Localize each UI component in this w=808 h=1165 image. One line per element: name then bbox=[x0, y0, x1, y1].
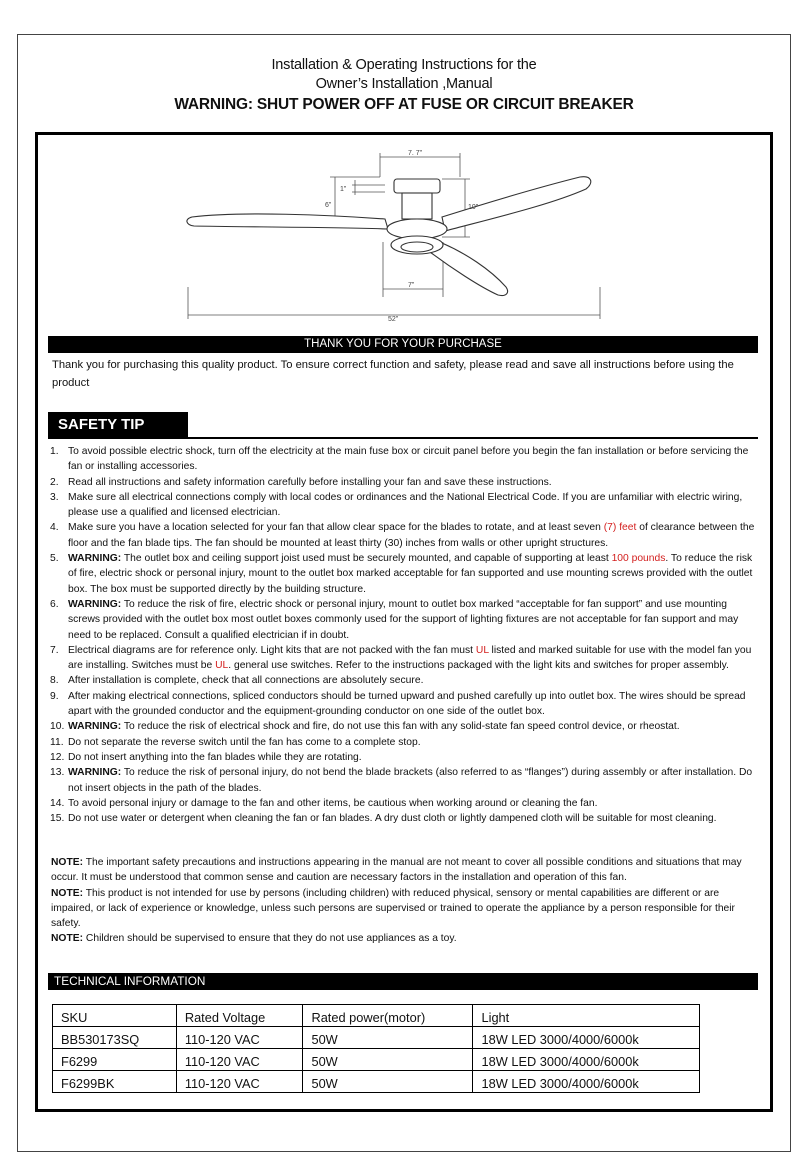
list-item: 2. Read all instructions and safety information carefully before installing your fan and save these instructions. bbox=[50, 476, 552, 488]
table-cell: 18W LED 3000/4000/6000k bbox=[473, 1049, 700, 1071]
table-cell: 18W LED 3000/4000/6000k bbox=[473, 1071, 700, 1093]
safety-divider bbox=[48, 437, 758, 439]
table-header-cell: Light bbox=[473, 1005, 700, 1027]
dim-label-10: 10” bbox=[468, 204, 479, 211]
dim-label-top: 7. 7” bbox=[408, 150, 423, 157]
table-header-row bbox=[53, 1005, 700, 1027]
thank-you-header: THANK YOU FOR YOUR PURCHASE bbox=[48, 336, 758, 353]
header-title-line1: Installation & Operating Instructions for the bbox=[271, 57, 537, 73]
fan-blade-left bbox=[187, 214, 388, 229]
table-cell: 50W bbox=[303, 1049, 473, 1071]
list-item: 9. After making electrical connections, spliced conductors should be turned upward and pushed carefully up into outlet box. The wires should be spread apart with the grounded conductor and the equipment-grounding conductor on one side of the outlet box. bbox=[50, 690, 746, 718]
fan-blade-right bbox=[442, 177, 591, 231]
table-header-cell: Rated power(motor) bbox=[303, 1005, 473, 1027]
table-cell: 110-120 VAC bbox=[176, 1049, 303, 1071]
list-item: 15. Do not use water or detergent when cleaning the fan or fan blades. A dry dust cloth or lightly dampened cloth will be suitable for most cleaning. bbox=[50, 813, 717, 825]
table-cell: 18W LED 3000/4000/6000k bbox=[473, 1027, 700, 1049]
table-row bbox=[53, 1049, 700, 1071]
list-item: 3. Make sure all electrical connections comply with local codes or ordinances and the National Electrical Code. If you are unfamiliar with electric wiring, please use a qualified and licensed electrician. bbox=[50, 491, 743, 519]
fan-canopy bbox=[394, 179, 440, 193]
note: NOTE: The important safety precautions and instructions appearing in the manual are not meant to cover all possible conditions and situations that may occur. It must be understood that common sense and caution are necessary factors in the installation and operation of this fan. bbox=[51, 857, 742, 884]
list-item: 6. WARNING: To reduce the risk of fire, electric shock or personal injury, mount to outlet box marked “acceptable for fan support” and use mounting screws provided with the outlet box most outlet boxes commonly used for the support of lighting fixtures are not acceptable for fan support and may need to be replaced. Consult a qualified electrician if in doubt. bbox=[50, 598, 739, 641]
list-item: 13. WARNING: To reduce the risk of personal injury, do not bend the blade brackets (also referred to as “flanges”) during assembly or after installation. Do not insert objects in the path of the blades. bbox=[50, 767, 753, 794]
dim-label-52: 52” bbox=[388, 316, 399, 322]
table-cell: 110-120 VAC bbox=[176, 1027, 303, 1049]
dim-label-1: 1” bbox=[340, 186, 347, 193]
technical-info-header: TECHNICAL INFORMATION bbox=[48, 973, 758, 990]
table-cell: BB530173SQ bbox=[53, 1027, 177, 1049]
dim-label-7: 7” bbox=[408, 282, 415, 289]
table-cell: 50W bbox=[303, 1071, 473, 1093]
list-item: 4. Make sure you have a location selected for your fan that allow clear space for the blades to rotate, and at least seven (7) feet of clearance between the floor and the fan blade tips. The fan should be mounted at least thirty (30) inches from walls or other upright structures. bbox=[50, 522, 755, 549]
list-item: 12. Do not insert anything into the fan blades while they are rotating. bbox=[50, 751, 362, 763]
safety-tip-title: SAFETY TIP bbox=[48, 412, 188, 438]
list-item: 5. WARNING: The outlet box and ceiling support joist used must be securely mounted, and capable of supporting at least 100 pounds. To reduce the risk of fire, electric shock or personal injury, mount to the outlet box marked acceptable for fan supported and use mounting screws provided with the outlet box. The box must be supported directly by the building structure. bbox=[50, 553, 753, 595]
table-cell: 50W bbox=[303, 1027, 473, 1049]
table-header-cell: SKU bbox=[53, 1005, 177, 1027]
thank-you-text: Thank you for purchasing this quality product. To ensure correct function and safety, please read and save all instructions before using the product bbox=[52, 359, 734, 389]
list-item: 14. To avoid personal injury or damage to the fan and other items, be cautious when working around or cleaning the fan. bbox=[50, 797, 598, 809]
safety-list bbox=[50, 444, 758, 826]
header-warning: WARNING: SHUT POWER OFF AT FUSE OR CIRCUIT BREAKER bbox=[174, 96, 634, 113]
list-item: 11. Do not separate the reverse switch until the fan has come to a complete stop. bbox=[50, 736, 421, 748]
note: NOTE: This product is not intended for use by persons (including children) with reduced physical, sensory or mental capabilities are different or are impaired, or lack of experience or knowledge, unless such persons are supervised or trained to operate the appliance by a person responsible for their safety. bbox=[51, 887, 735, 930]
table-cell: 110-120 VAC bbox=[176, 1071, 303, 1093]
fan-light-lens bbox=[401, 242, 433, 252]
table-header-cell: Rated Voltage bbox=[176, 1005, 303, 1027]
list-item: 1. To avoid possible electric shock, turn off the electricity at the main fuse box or circuit panel before you begin the fan installation or before servicing the fan or installing accessories. bbox=[50, 446, 749, 473]
note: NOTE: Children should be supervised to ensure that they do not use appliances as a toy. bbox=[51, 933, 457, 945]
fan-blade-bottom bbox=[430, 243, 508, 296]
list-item: 7. Electrical diagrams are for reference only. Light kits that are not packed with the fan must UL listed and marked suitable for use with the model fan you are installing. Switches must be UL. general use switches. Refer to the instructions packaged with the light kits and switches for proper assembly. bbox=[50, 644, 752, 672]
notes-section bbox=[51, 855, 757, 947]
table-cell: F6299 bbox=[53, 1049, 177, 1071]
header-title-line2: Owner’s Installation ,Manual bbox=[315, 76, 493, 92]
table-row bbox=[53, 1027, 700, 1049]
fan-dimension-diagram bbox=[180, 147, 610, 322]
list-item: 10. WARNING: To reduce the risk of electrical shock and fire, do not use this fan with any solid-state fan speed control device, or rheostat. bbox=[50, 721, 680, 733]
document-header bbox=[0, 56, 808, 116]
table-row bbox=[53, 1071, 700, 1093]
fan-downrod bbox=[402, 193, 432, 219]
technical-info-table bbox=[52, 1004, 700, 1093]
table-cell: F6299BK bbox=[53, 1071, 177, 1093]
dim-label-6: 6” bbox=[325, 202, 332, 209]
list-item: 8. After installation is complete, check that all connections are absolutely secure. bbox=[50, 675, 424, 687]
